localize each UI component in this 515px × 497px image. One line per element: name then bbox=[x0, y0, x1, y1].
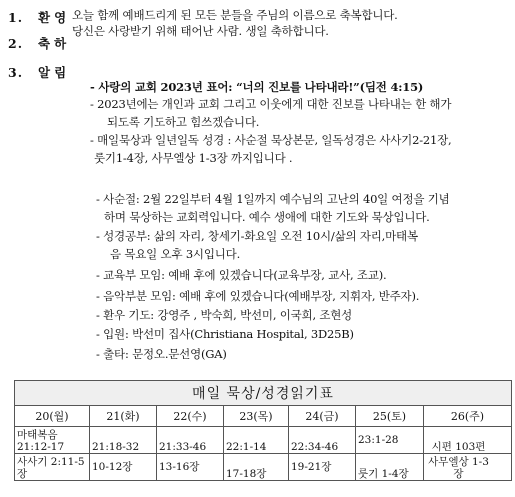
reading-cell: 17-18장 bbox=[224, 454, 289, 481]
reading-cell: 시편 103편 bbox=[424, 427, 512, 454]
announcement-line: 음 목요일 오후 3시입니다. bbox=[110, 247, 241, 261]
reading-cell: 마태복음 21:12-17 bbox=[15, 427, 90, 454]
announcement-line: - 교육부 모임: 예배 후에 있겠습니다(교육부장, 교사, 조교). bbox=[96, 268, 387, 282]
welcome-text-1: 오늘 함께 예배드리게 된 모든 분들을 주님의 이름으로 축복합니다. bbox=[72, 8, 398, 22]
section-heading-announcements: 3. 알림 bbox=[8, 65, 71, 80]
day-header: 23(목) bbox=[224, 406, 289, 427]
reading-cell: 룻기 1-4장 bbox=[356, 454, 424, 481]
section-heading-celebration: 2. 축하 bbox=[8, 36, 71, 51]
reading-cell: 22:1-14 bbox=[224, 427, 289, 454]
reading-table-title: 매일 묵상/성경읽기표 bbox=[15, 381, 512, 406]
day-header: 21(화) bbox=[90, 406, 157, 427]
announcement-line: - 환우 기도: 강영주 , 박숙희, 박선미, 이국희, 조현성 bbox=[96, 308, 353, 322]
reading-cell: 21:18-32 bbox=[90, 427, 157, 454]
reading-cell: 사사기 2:11-5장 bbox=[15, 454, 90, 481]
welcome-text-2: 당신은 사랑받기 위해 태어난 사람. 생일 축하합니다. bbox=[72, 24, 329, 38]
announcement-line: - 사순절: 2월 22일부터 4월 1일까지 예수님의 고난의 40일 여정을 기념 bbox=[96, 192, 450, 206]
announcement-line: - 2023년에는 개인과 교회 그리고 이웃에게 대한 진보를 나타내는 한 해가 bbox=[90, 97, 452, 111]
reading-table-days bbox=[15, 406, 512, 427]
announcement-line: 룻기1-4장, 사무엘상 1-3장 까지입니다 . bbox=[94, 151, 293, 165]
reading-cell: 10-12장 bbox=[90, 454, 157, 481]
announcement-line: - 출타: 문정오.문선영(GA) bbox=[96, 347, 227, 361]
day-header: 22(수) bbox=[157, 406, 224, 427]
reading-table bbox=[14, 380, 512, 481]
announcement-line: - 성경공부: 삶의 자리, 창세기-화요일 오전 10시/삶의 자리,마태복 bbox=[96, 229, 418, 243]
table-row bbox=[15, 454, 512, 481]
reading-cell: 13-16장 bbox=[157, 454, 224, 481]
table-row bbox=[15, 427, 512, 454]
section-heading-welcome: 1. 환영 bbox=[8, 10, 71, 25]
day-header: 24(금) bbox=[289, 406, 356, 427]
announcement-line: - 입원: 박선미 집사(Christiana Hospital, 3D25B) bbox=[96, 327, 354, 341]
reading-cell: 19-21장 bbox=[289, 454, 356, 481]
reading-cell: 23:1-28 bbox=[356, 427, 424, 454]
day-header: 20(월) bbox=[15, 406, 90, 427]
announcement-line: - 음악부분 모임: 예배 후에 있겠습니다(예배부장, 지휘자, 반주자). bbox=[96, 289, 420, 303]
reading-cell: 21:33-46 bbox=[157, 427, 224, 454]
reading-cell: 사무엘상 1-3장 bbox=[424, 454, 512, 481]
announcement-line: 되도록 기도하고 힘쓰겠습니다. bbox=[107, 115, 260, 129]
announcement-line: 하며 묵상하는 교회력입니다. 예수 생애에 대한 기도와 묵상입니다. bbox=[104, 210, 430, 224]
reading-cell: 22:34-46 bbox=[289, 427, 356, 454]
day-header: 26(주) bbox=[424, 406, 512, 427]
announcement-motto: - 사랑의 교회 2023년 표어: “너의 진보를 나타내라!”(딤전 4:15) bbox=[90, 80, 424, 94]
announcement-line: - 매일묵상과 일년일독 성경 : 사순절 묵상본문, 일독성경은 사사기2-21장, bbox=[90, 133, 452, 147]
day-header: 25(토) bbox=[356, 406, 424, 427]
